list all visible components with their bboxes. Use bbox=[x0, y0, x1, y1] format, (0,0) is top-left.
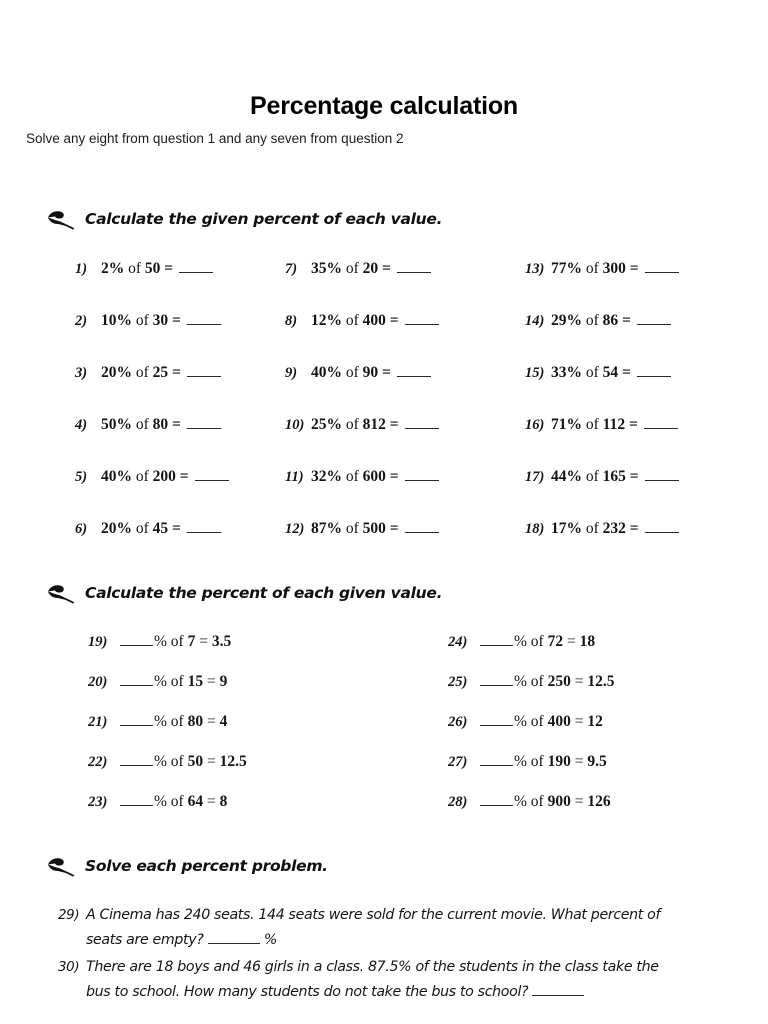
question-number: 2) bbox=[75, 312, 88, 329]
question-text: 12% of 400 = bbox=[311, 311, 399, 329]
question-number: 18) bbox=[525, 520, 545, 537]
answer-blank[interactable] bbox=[187, 519, 221, 533]
page-title: Percentage calculation bbox=[250, 92, 518, 120]
question-item bbox=[448, 792, 611, 811]
percent-blank[interactable] bbox=[480, 672, 513, 686]
question-number: 16) bbox=[525, 416, 545, 433]
pen-nib-icon bbox=[46, 208, 76, 230]
question-item bbox=[448, 672, 614, 691]
word-problem bbox=[58, 955, 718, 1005]
question-text: % of 190 = 9.5 bbox=[514, 752, 607, 770]
question-text: 2% of 50 = bbox=[101, 259, 174, 277]
percent-blank[interactable] bbox=[480, 752, 513, 766]
word-problem-text: There are 18 boys and 46 girls in a class. 87.5% of the students in the class take the bus to school. How many students do not take the bus to school? bbox=[86, 959, 659, 1000]
question-text: 20% of 45 = bbox=[101, 519, 181, 537]
question-text: 25% of 812 = bbox=[311, 415, 399, 433]
pen-nib-icon bbox=[46, 855, 76, 877]
section-heading-2 bbox=[46, 582, 442, 604]
answer-blank[interactable] bbox=[405, 467, 439, 481]
percent-blank[interactable] bbox=[120, 792, 153, 806]
answer-blank[interactable] bbox=[187, 311, 221, 325]
question-text: 44% of 165 = bbox=[551, 467, 639, 485]
percent-blank[interactable] bbox=[480, 792, 513, 806]
question-item bbox=[285, 259, 431, 278]
answer-blank[interactable] bbox=[179, 259, 213, 273]
answer-blank[interactable] bbox=[644, 415, 678, 429]
question-item bbox=[75, 519, 221, 538]
question-item bbox=[285, 363, 431, 382]
question-item bbox=[75, 363, 221, 382]
percent-blank[interactable] bbox=[480, 632, 513, 646]
question-text: % of 15 = 9 bbox=[154, 672, 228, 690]
question-number: 5) bbox=[75, 468, 88, 485]
question-item bbox=[525, 467, 679, 486]
question-number: 11) bbox=[285, 468, 304, 485]
question-number: 28) bbox=[448, 793, 468, 810]
question-number: 26) bbox=[448, 713, 468, 730]
question-text: 29% of 86 = bbox=[551, 311, 631, 329]
question-text: 10% of 30 = bbox=[101, 311, 181, 329]
question-text: 32% of 600 = bbox=[311, 467, 399, 485]
question-item bbox=[75, 415, 221, 434]
percent-blank[interactable] bbox=[120, 632, 153, 646]
question-number: 4) bbox=[75, 416, 88, 433]
question-number: 29) bbox=[58, 908, 80, 923]
question-item bbox=[448, 632, 595, 651]
question-item bbox=[525, 311, 671, 330]
question-item bbox=[88, 672, 227, 691]
question-item bbox=[448, 752, 607, 771]
question-text: 77% of 300 = bbox=[551, 259, 639, 277]
question-item bbox=[285, 415, 439, 434]
question-item bbox=[75, 467, 229, 486]
question-text: % of 72 = 18 bbox=[514, 632, 596, 650]
question-number: 17) bbox=[525, 468, 545, 485]
question-item bbox=[285, 519, 439, 538]
question-item bbox=[448, 712, 603, 731]
question-text: % of 250 = 12.5 bbox=[514, 672, 615, 690]
word-problem bbox=[58, 903, 718, 953]
question-number: 3) bbox=[75, 364, 88, 381]
answer-blank[interactable] bbox=[397, 259, 431, 273]
question-number: 10) bbox=[285, 416, 305, 433]
answer-blank[interactable] bbox=[187, 363, 221, 377]
question-text: 35% of 20 = bbox=[311, 259, 391, 277]
answer-blank[interactable] bbox=[397, 363, 431, 377]
question-item bbox=[88, 632, 231, 651]
question-item bbox=[88, 752, 247, 771]
answer-blank[interactable] bbox=[645, 259, 679, 273]
question-text: 50% of 80 = bbox=[101, 415, 181, 433]
question-number: 24) bbox=[448, 633, 468, 650]
question-number: 23) bbox=[88, 793, 108, 810]
question-text: % of 900 = 126 bbox=[514, 792, 611, 810]
section-heading-3-label: Solve each percent problem. bbox=[85, 857, 328, 875]
question-item bbox=[88, 712, 227, 731]
percent-blank[interactable] bbox=[120, 672, 153, 686]
answer-blank[interactable] bbox=[195, 467, 229, 481]
question-number: 6) bbox=[75, 520, 88, 537]
answer-blank[interactable] bbox=[645, 467, 679, 481]
answer-blank[interactable] bbox=[637, 311, 671, 325]
question-text: % of 50 = 12.5 bbox=[154, 752, 247, 770]
question-item bbox=[285, 467, 439, 486]
question-text: 33% of 54 = bbox=[551, 363, 631, 381]
answer-blank[interactable] bbox=[405, 311, 439, 325]
question-number: 21) bbox=[88, 713, 108, 730]
section-heading-3 bbox=[46, 855, 328, 877]
question-number: 8) bbox=[285, 312, 298, 329]
question-number: 15) bbox=[525, 364, 545, 381]
question-item bbox=[75, 311, 221, 330]
question-text: 87% of 500 = bbox=[311, 519, 399, 537]
percent-blank[interactable] bbox=[480, 712, 513, 726]
question-item bbox=[525, 259, 679, 278]
question-text: 17% of 232 = bbox=[551, 519, 639, 537]
answer-blank[interactable] bbox=[645, 519, 679, 533]
question-item bbox=[88, 792, 227, 811]
answer-blank[interactable] bbox=[405, 415, 439, 429]
percent-blank[interactable] bbox=[120, 752, 153, 766]
question-number: 12) bbox=[285, 520, 305, 537]
question-text: 20% of 25 = bbox=[101, 363, 181, 381]
question-item bbox=[525, 363, 671, 382]
question-number: 19) bbox=[88, 633, 108, 650]
question-number: 14) bbox=[525, 312, 545, 329]
answer-blank[interactable] bbox=[187, 415, 221, 429]
question-item bbox=[525, 415, 678, 434]
question-item bbox=[75, 259, 213, 278]
question-number: 30) bbox=[58, 960, 80, 975]
question-number: 13) bbox=[525, 260, 545, 277]
question-text: % of 80 = 4 bbox=[154, 712, 228, 730]
section-heading-1-label: Calculate the given percent of each value. bbox=[85, 210, 443, 228]
question-number: 20) bbox=[88, 673, 108, 690]
question-item bbox=[525, 519, 679, 538]
word-problem-text: A Cinema has 240 seats. 144 seats were sold for the current movie. What percent of seats are empty? % bbox=[86, 907, 661, 948]
section-heading-2-label: Calculate the percent of each given value. bbox=[85, 584, 443, 602]
question-text: 40% of 200 = bbox=[101, 467, 189, 485]
answer-blank[interactable] bbox=[405, 519, 439, 533]
answer-blank[interactable] bbox=[637, 363, 671, 377]
question-text: % of 64 = 8 bbox=[154, 792, 228, 810]
pen-nib-icon bbox=[46, 582, 76, 604]
question-number: 25) bbox=[448, 673, 468, 690]
question-number: 7) bbox=[285, 260, 298, 277]
question-number: 27) bbox=[448, 753, 468, 770]
question-number: 1) bbox=[75, 260, 88, 277]
question-text: 40% of 90 = bbox=[311, 363, 391, 381]
answer-blank[interactable] bbox=[208, 932, 260, 944]
question-text: 71% of 112 = bbox=[551, 415, 638, 433]
question-number: 22) bbox=[88, 753, 108, 770]
page-subtitle: Solve any eight from question 1 and any seven from question 2 bbox=[26, 131, 404, 146]
question-text: % of 7 = 3.5 bbox=[154, 632, 232, 650]
section-heading-1 bbox=[46, 208, 442, 230]
question-number: 9) bbox=[285, 364, 298, 381]
question-text: % of 400 = 12 bbox=[514, 712, 603, 730]
question-item bbox=[285, 311, 439, 330]
percent-blank[interactable] bbox=[120, 712, 153, 726]
answer-blank[interactable] bbox=[532, 984, 584, 996]
